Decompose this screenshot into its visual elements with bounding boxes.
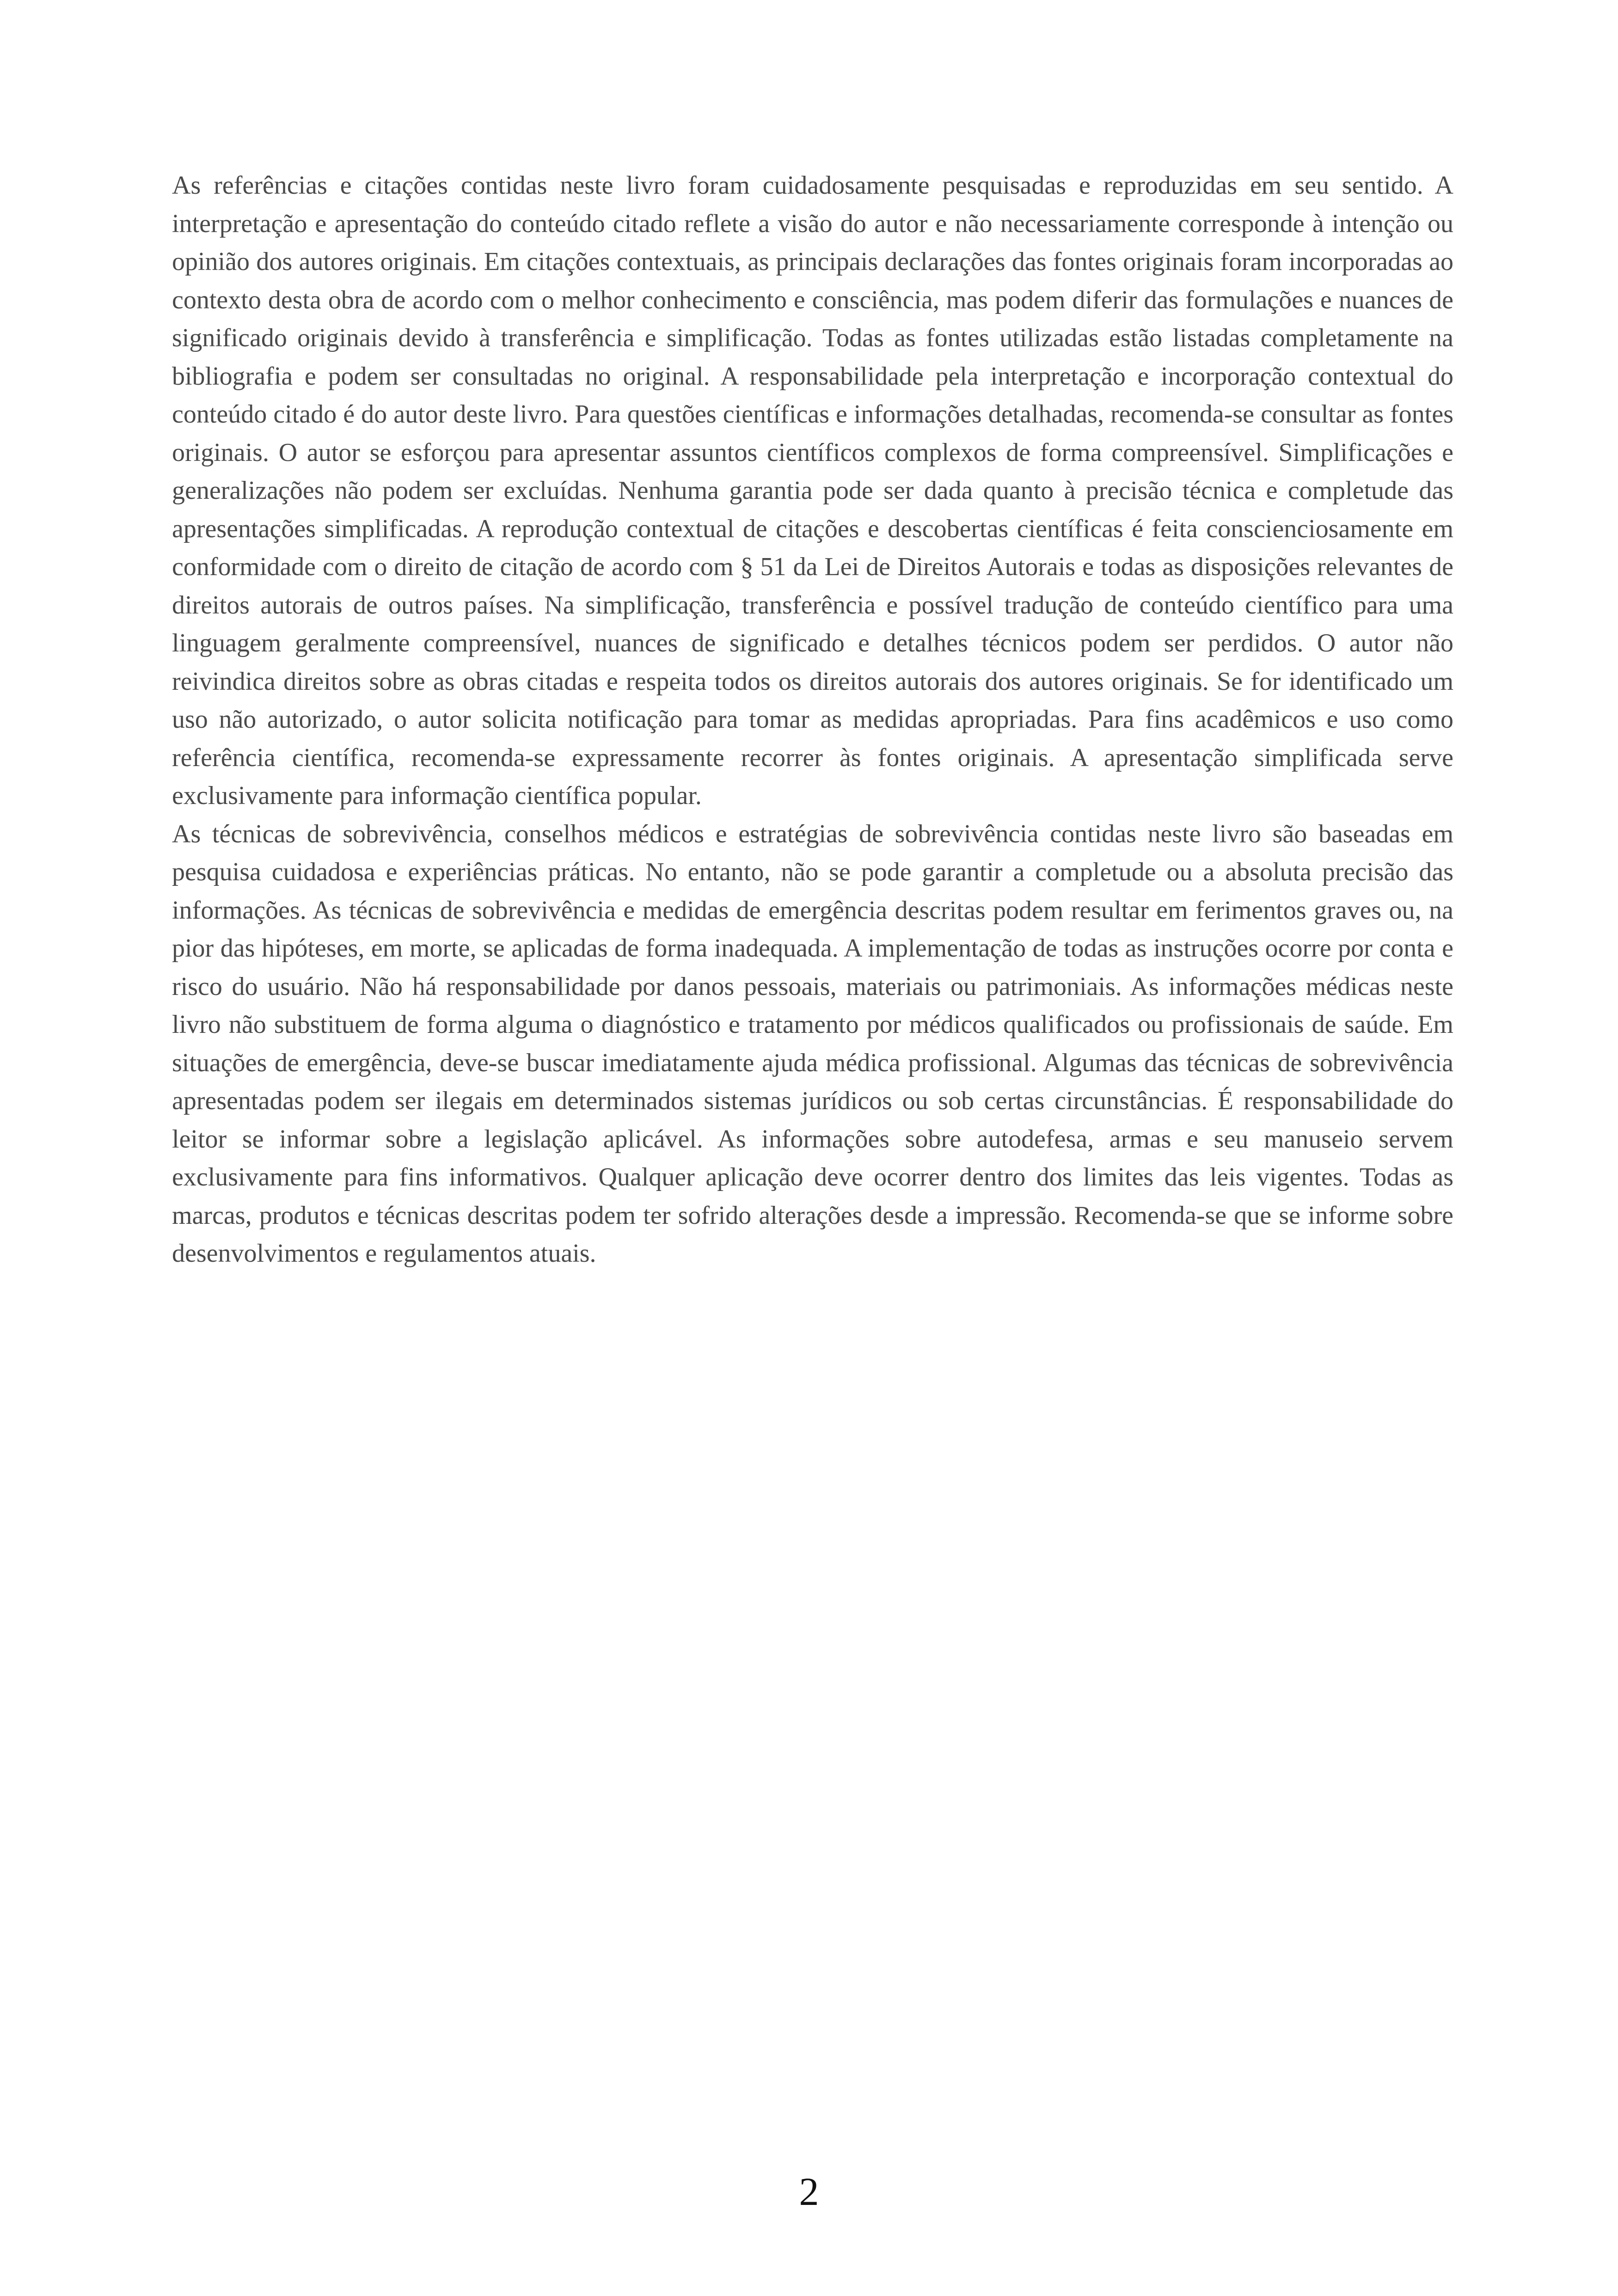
paragraph-references-disclaimer: As referências e citações contidas neste livro foram cuidadosamente pesquisadas e reproduzidas em seu sentido. A interpretação e apresentação do conteúdo citado reflete a visão do autor e não necessariamente corresponde à intenção ou opinião dos autores originais. Em citações contextuais, as principais declarações das fontes originais foram incorporadas ao contexto desta obra de acordo com o melhor conhecimento e consciência, mas podem diferir das formulações e nuances de significado originais devido à transferência e simplificação. Todas as fontes utilizadas estão listadas completamente na bibliografia e podem ser consultadas no original. A responsabilidade pela interpretação e incorporação contextual do conteúdo citado é do autor deste livro. Para questões científicas e informações detalhadas, recomenda-se consultar as fontes originais. O autor se esforçou para apresentar assuntos científicos complexos de forma compreensível. Simplificações e generalizações não podem ser excluídas. Nenhuma garantia pode ser dada quanto à precisão técnica e completude das apresentações simplificadas. A reprodução contextual de citações e descobertas científicas é feita conscienciosamente em conformidade com o direito de citação de acordo com § 51 da Lei de Direitos Autorais e todas as disposições relevantes de direitos autorais de outros países. Na simplificação, transferência e possível tradução de conteúdo científico para uma linguagem geralmente compreensível, nuances de significado e detalhes técnicos podem ser perdidos. O autor não reivindica direitos sobre as obras citadas e respeita todos os direitos autorais dos autores originais. Se for identificado um uso não autorizado, o autor solicita notificação para tomar as medidas apropriadas. Para fins acadêmicos e uso como referência científica, recomenda-se expressamente recorrer às fontes originais. A apresentação simplificada serve exclusivamente para informação científica popular. bbox=[172, 171, 1453, 810]
paragraph-survival-disclaimer: As técnicas de sobrevivência, conselhos médicos e estratégias de sobrevivência contidas neste livro são baseadas em pesquisa cuidadosa e experiências práticas. No entanto, não se pode garantir a completude ou a absoluta precisão das informações. As técnicas de sobrevivência e medidas de emergência descritas podem resultar em ferimentos graves ou, na pior das hipóteses, em morte, se aplicadas de forma inadequada. A implementação de todas as instruções ocorre por conta e risco do usuário. Não há responsabilidade por danos pessoais, materiais ou patrimoniais. As informações médicas neste livro não substituem de forma alguma o diagnóstico e tratamento por médicos qualificados ou profissionais de saúde. Em situações de emergência, deve-se buscar imediatamente ajuda médica profissional. Algumas das técnicas de sobrevivência apresentadas podem ser ilegais em determinados sistemas jurídicos ou sob certas circunstâncias. É responsabilidade do leitor se informar sobre a legislação aplicável. As informações sobre autodefesa, armas e seu manuseio servem exclusivamente para fins informativos. Qualquer aplicação deve ocorrer dentro dos limites das leis vigentes. Todas as marcas, produtos e técnicas descritas podem ter sofrido alterações desde a impressão. Recomenda-se que se informe sobre desenvolvimentos e regulamentos atuais. bbox=[172, 819, 1453, 1268]
body-text bbox=[172, 166, 1453, 1273]
page-number: 2 bbox=[799, 2169, 819, 2214]
